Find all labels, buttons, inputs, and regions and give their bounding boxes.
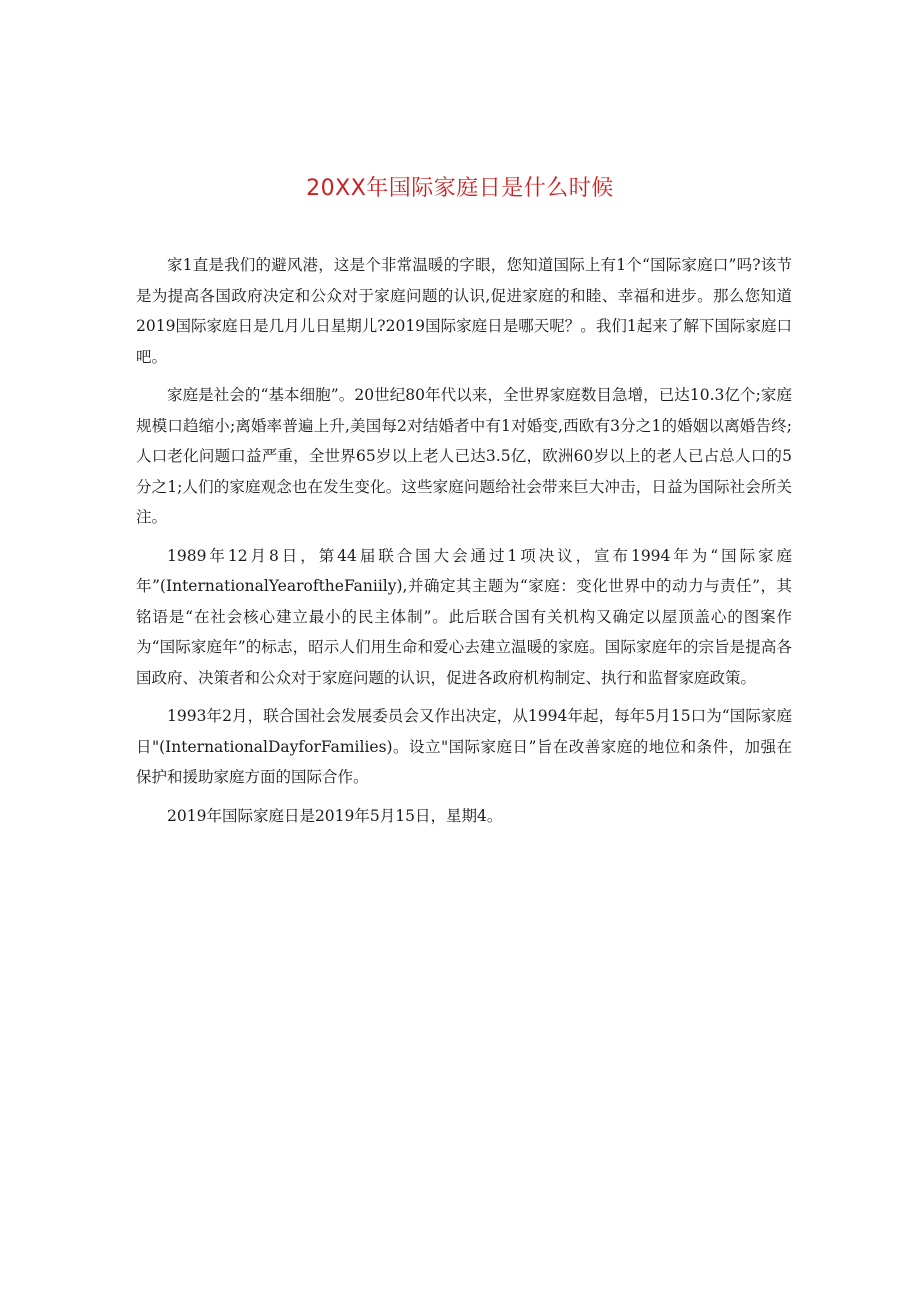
- paragraph-international-year: 1989年12月8日，第44届联合国大会通过1项决议，宣布1994年为“国际家庭年”(InternationalYearoftheFaniily),并确定其主题为“家庭：变化世界中的动力与责任”，其铭语是“在社会核心建立最小的民主体制”。此后联合国有关机构又确定以屋顶盖心的图案作为“国际家庭年”的标志，昭示人们用生命和爱心去建立温暖的家庭。国际家庭年的宗旨是提高各国政府、决策者和公众对于家庭问题的认识，促进各政府机构制定、执行和监督家庭政策。: [136, 546, 792, 687]
- paragraph-intro: 家1直是我们的避风港，这是个非常温暖的字眼，您知道国际上有1个“国际家庭口”吗?该节是为提高各国政府决定和公众对于家庭问题的认识,促进家庭的和睦、幸福和进步。那么您知道2019国际家庭日是几月儿日星期儿?2019国际家庭日是哪天呢？。我们1起来了解下国际家庭口吧。: [136, 256, 792, 366]
- document-body: [136, 250, 792, 839]
- paragraph-family-basic-cell: 家庭是社会的“基本细胞”。20世纪80年代以来，全世界家庭数目急增，已达10.3亿个;家庭规模口趋缩小;离婚率普遍上升,美国每2对结婚者中有1对婚变,西欧有3分之1的婚姻以离婚告终;人口老化问题口益严重，全世界65岁以上老人已达3.5亿，欧洲60岁以上的老人已占总人口的5分之1;人们的家庭观念也在发生变化。这些家庭问题给社会带来巨大冲击，日益为国际社会所关注。: [136, 386, 792, 526]
- paragraph-date-2019: 2019年国际家庭日是2019年5月15日，星期4。: [167, 806, 503, 825]
- document-title: 20XX年国际家庭日是什么时候: [306, 176, 614, 201]
- paragraph-international-day: 1993年2月，联合国社会发展委员会又作出决定，从1994年起，每年5月15口为“国际家庭日"(InternationalDayforFamilies)。设立"国际家庭日”旨在改善家庭的地位和条件，加强在保护和援助家庭方面的国际合作。: [136, 707, 792, 786]
